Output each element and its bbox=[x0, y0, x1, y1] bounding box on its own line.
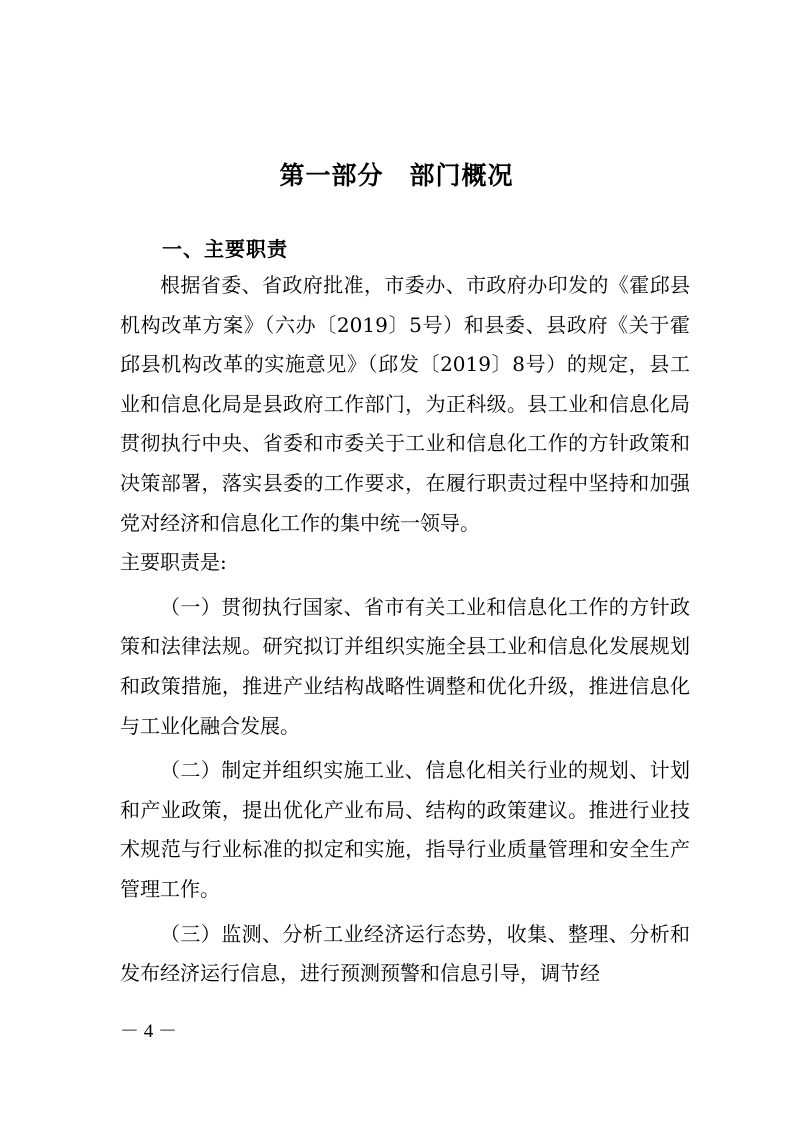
paragraph-duty-1: （一）贯彻执行国家、省市有关工业和信息化工作的方针政策和法律法规。研究拟订并组织实施全县工业和信息化发展规划和政策措施，推进产业结构战略性调整和优化升级，推进信息化与工业化融合发展。 bbox=[120, 594, 690, 738]
paragraph-duty-3: （三）监测、分析工业经济运行态势，收集、整理、分析和发布经济运行信息，进行预测预警和信息引导，调节经 bbox=[120, 921, 690, 986]
page-number: － 4 － bbox=[120, 1021, 178, 1042]
paragraph-duty-2: （二）制定并组织实施工业、信息化相关行业的规划、计划和产业政策，提出优化产业布局、结构的政策建议。推进行业技术规范与行业标准的拟定和实施，指导行业质量管理和安全生产管理工作。 bbox=[120, 758, 690, 901]
body-text bbox=[120, 266, 690, 994]
page-title: 第一部分 部门概况 bbox=[279, 161, 514, 190]
paragraph-mandate: 根据省委、省政府批准，市委办、市政府办印发的《霍邱县机构改革方案》（六办〔2019〕5号）和县委、县政府《关于霍邱县机构改革的实施意见》（邱发〔2019〕8号）的规定，县工业和信息化局是县政府工作部门，为正科级。县工业和信息化局贯彻执行中央、省委和市委关于工业和信息化工作的方针政策和决策部署，落实县委的工作要求，在履行职责过程中坚持和加强党对经济和信息化工作的集中统一领导。 bbox=[120, 273, 690, 535]
section-heading: 一、主要职责 bbox=[162, 237, 288, 261]
paragraph-duties-intro: 主要职责是: bbox=[120, 550, 227, 575]
